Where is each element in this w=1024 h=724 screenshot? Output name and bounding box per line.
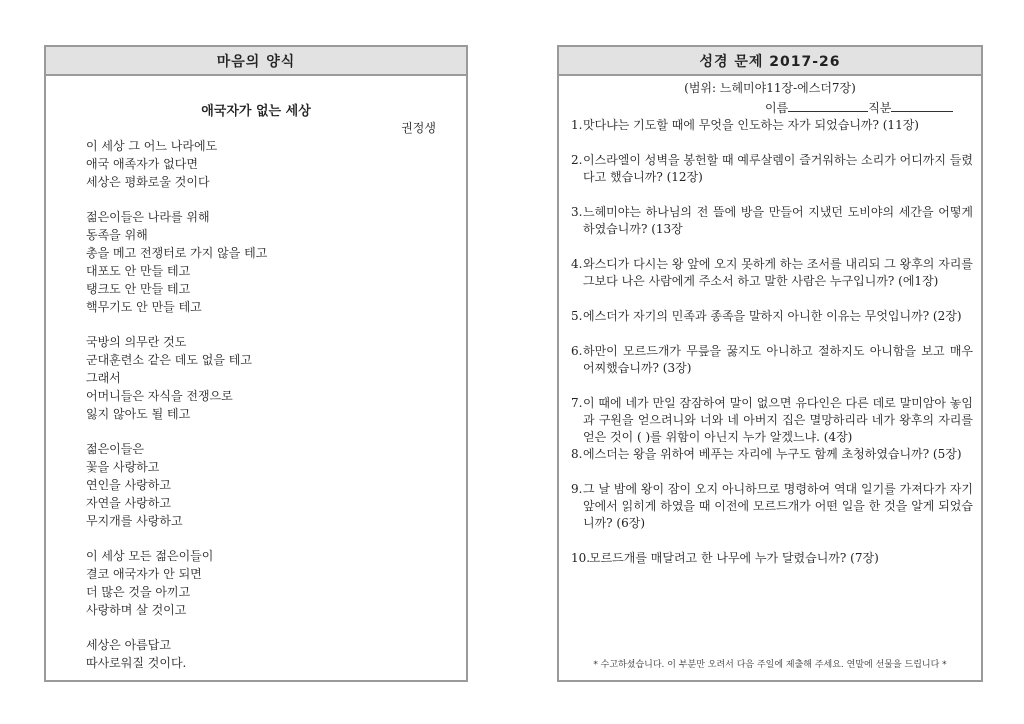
- question-text: 와스디가 다시는 왕 앞에 오지 못하게 하는 조서를 내리되 그 왕후의 자리를 그보다 나은 사람에게 주소서 하고 말한 사람은 누구입니까? (에1장): [583, 257, 973, 288]
- question-text: 에스더는 왕을 위하여 베푸는 자리에 누구도 함께 초청하였습니까? (5장): [583, 447, 962, 461]
- question-number: 1.: [571, 118, 583, 132]
- poem-line: 연인을 사랑하고: [86, 478, 171, 492]
- question-text: 이 때에 네가 만일 잠잠하여 말이 없으면 유다인은 다른 데로 말미암아 놓임과 구원을 얻으려니와 너와 네 아버지 집은 멸망하리라 네가 왕후의 자리를 얻은 것이 ( )를 위함이 아닌지 누가 알겠느냐. (4장): [583, 396, 973, 444]
- poem-line: 이 세상 모든 젊은이들이: [86, 549, 214, 563]
- question-number: 9.: [571, 482, 583, 496]
- poem-line: 총을 메고 전쟁터로 가지 않을 테고: [86, 246, 268, 260]
- poem-line: 세상은 평화로울 것이다: [86, 175, 210, 189]
- question-number: 6.: [571, 344, 583, 358]
- poem-line: 세상은 아름답고: [86, 638, 171, 652]
- question-number: 7.: [571, 396, 583, 410]
- question-item: [571, 204, 973, 238]
- footnote: * 수고하셨습니다. 이 부분만 오려서 다음 주일에 제출해 주세요. 연말에 선물을 드립니다 *: [593, 660, 947, 670]
- question-text: 느헤미야는 하나님의 전 뜰에 방을 만들어 지냈던 도비야의 세간을 어떻게 하였습니까? (13장: [583, 205, 973, 236]
- question-text: 모르드개를 매달려고 한 나무에 누가 달렸습니까? (7장): [589, 551, 879, 565]
- question-item: [571, 446, 973, 463]
- poem-stanza: [86, 547, 267, 619]
- poem-line: 자연을 사랑하고: [86, 496, 171, 510]
- name-blank[interactable]: [788, 100, 868, 112]
- poem-line: 꽃을 사랑하고: [86, 460, 160, 474]
- poem-line: 결코 애국자가 안 되면: [86, 567, 202, 581]
- poem-author: 권정생: [401, 121, 436, 135]
- poem-line: 국방의 의무란 것도: [86, 335, 187, 349]
- quiz-panel-header: 성경 문제 2017-26: [559, 47, 981, 76]
- poem-line: 이 세상 그 어느 나라에도: [86, 139, 218, 153]
- poem-stanza: [86, 333, 267, 423]
- question-text: 하만이 모르드개가 무릎을 꿇지도 아니하고 절하지도 아니함을 보고 매우 어찌했습니까? (3장): [583, 344, 973, 375]
- question-text: 이스라엘이 성벽을 봉헌할 때 예루살렘이 즐거워하는 소리가 어디까지 들렸다고 했습니까? (12장): [583, 153, 973, 184]
- question-number: 8.: [571, 447, 583, 461]
- question-item: [571, 395, 973, 446]
- question-text: 에스더가 자기의 민족과 종족을 말하지 아니한 이유는 무엇입니까? (2장): [583, 309, 962, 323]
- question-number: 5.: [571, 309, 583, 323]
- question-item: [571, 481, 973, 532]
- poem-line: 따사로워질 것이다.: [86, 656, 187, 670]
- question-item: [571, 256, 973, 290]
- poem-line: 그래서: [86, 371, 121, 385]
- poem-line: 핵무기도 안 만들 테고: [86, 300, 202, 314]
- poem-line: 군대훈련소 같은 데도 없을 테고: [86, 353, 252, 367]
- question-number: 10.: [571, 551, 591, 565]
- question-item: [571, 152, 973, 186]
- poem-title: 애국자가 없는 세상: [201, 104, 311, 119]
- poem-stanza: [86, 137, 267, 191]
- poem-line: 대포도 안 만들 테고: [86, 264, 191, 278]
- poem-stanza: [86, 208, 267, 316]
- poem-stanza: [86, 440, 267, 530]
- question-number: 2.: [571, 153, 583, 167]
- poem-line: 젊은이들은 나라를 위해: [86, 210, 210, 224]
- position-label: 직분: [868, 101, 892, 115]
- name-label: 이름: [765, 101, 789, 115]
- poem-line: 탱크도 안 만들 테고: [86, 282, 191, 296]
- quiz-range: (범위: 느헤미야11장-에스더7장): [684, 81, 856, 95]
- question-item: [571, 117, 973, 134]
- quiz-panel: [557, 45, 983, 682]
- poem-line: 사랑하며 살 것이고: [86, 603, 187, 617]
- question-number: 3.: [571, 205, 583, 219]
- position-blank[interactable]: [891, 100, 953, 112]
- name-position-field: [765, 99, 953, 116]
- poem-body: [86, 137, 267, 689]
- poem-line: 잃지 않아도 될 테고: [86, 407, 191, 421]
- poem-line: 어머니들은 자식을 전쟁으로: [86, 389, 233, 403]
- question-text: 맛다냐는 기도할 때에 무엇을 인도하는 자가 되었습니까? (11장): [583, 118, 919, 132]
- poem-stanza: [86, 636, 267, 672]
- question-number: 4.: [571, 257, 583, 271]
- poem-line: 젊은이들은: [86, 442, 144, 456]
- poem-panel-header: 마음의 양식: [46, 47, 466, 76]
- poem-line: 무지개를 사랑하고: [86, 514, 183, 528]
- question-text: 그 날 밤에 왕이 잠이 오지 아니하므로 명령하여 역대 일기를 가져다가 자기 앞에서 읽히게 하였을 때 이전에 모르드개가 어떤 일을 한 것을 알게 되었습니까? (6장): [583, 482, 973, 530]
- question-item: [571, 550, 973, 567]
- poem-line: 동족을 위해: [86, 228, 148, 242]
- poem-line: 더 많은 것을 아끼고: [86, 585, 191, 599]
- question-list: [571, 117, 973, 567]
- question-item: [571, 343, 973, 377]
- question-item: [571, 308, 973, 325]
- poem-panel: [44, 45, 468, 682]
- poem-line: 애국 애족자가 없다면: [86, 157, 198, 171]
